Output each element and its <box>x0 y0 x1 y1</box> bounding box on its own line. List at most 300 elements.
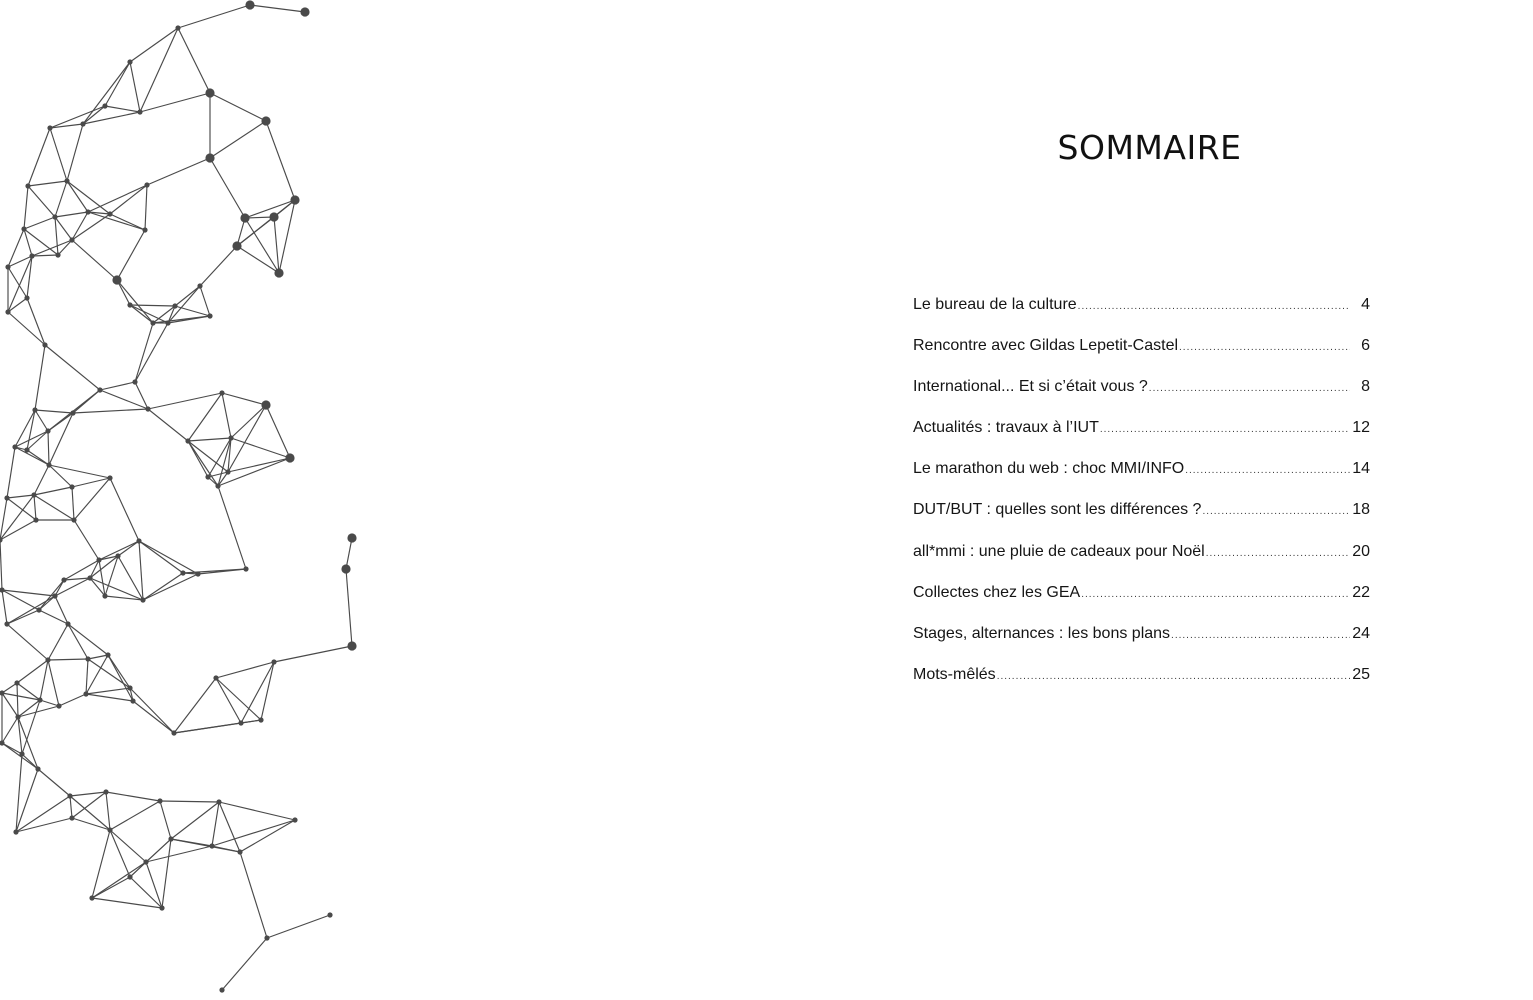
mesh-edge <box>7 447 15 498</box>
mesh-edge <box>0 495 34 540</box>
mesh-edge <box>110 830 130 877</box>
toc-page-number: 12 <box>1352 419 1370 437</box>
mesh-node <box>195 571 200 576</box>
mesh-edge <box>171 802 219 839</box>
mesh-node <box>237 849 242 854</box>
mesh-edge <box>35 345 45 410</box>
dot-leader <box>1081 589 1350 600</box>
toc-page-number: 6 <box>1361 337 1370 355</box>
mesh-node <box>150 320 155 325</box>
dot-leader <box>1149 383 1350 394</box>
mesh-node <box>107 211 112 216</box>
mesh-edge <box>55 212 88 217</box>
toc-entry-title: Actualités : travaux à l’IUT <box>913 419 1099 437</box>
mesh-node <box>341 564 350 573</box>
toc-entry[interactable] <box>913 378 1370 419</box>
mesh-node <box>327 912 332 917</box>
mesh-edge <box>240 852 267 938</box>
mesh-edge <box>28 181 67 186</box>
mesh-edge <box>200 246 237 286</box>
mesh-edge <box>40 700 59 706</box>
mesh-edge <box>72 478 110 487</box>
mesh-edge <box>145 185 147 230</box>
mesh-node <box>107 475 112 480</box>
mesh-edge <box>147 158 210 185</box>
mesh-node <box>127 874 132 879</box>
mesh-edge <box>148 393 222 409</box>
mesh-edge <box>222 938 267 990</box>
mesh-node <box>215 483 220 488</box>
mesh-edge <box>86 688 130 694</box>
mesh-edge <box>34 487 72 495</box>
mesh-edge <box>49 465 110 478</box>
mesh-edge <box>110 830 146 862</box>
mesh-edge <box>39 596 55 610</box>
mesh-edge <box>86 659 88 694</box>
mesh-edge <box>18 706 59 717</box>
mesh-edge <box>38 769 70 796</box>
mesh-edge <box>70 796 72 818</box>
mesh-edge <box>237 246 279 273</box>
toc-page-number: 20 <box>1352 542 1370 560</box>
mesh-node <box>290 195 299 204</box>
dot-leader <box>1206 548 1350 559</box>
mesh-node <box>285 453 294 462</box>
mesh-node <box>137 109 142 114</box>
mesh-node <box>47 125 52 130</box>
mesh-node <box>112 275 121 284</box>
mesh-edge <box>24 186 28 229</box>
mesh-edge <box>140 93 210 112</box>
mesh-edge <box>135 323 168 382</box>
mesh-node <box>144 182 149 187</box>
mesh-node <box>271 659 276 664</box>
mesh-edge <box>200 286 210 316</box>
mesh-node <box>29 253 34 258</box>
mesh-edge <box>231 405 266 438</box>
mesh-edge <box>240 820 295 852</box>
mesh-edge <box>222 393 266 405</box>
mesh-edge <box>210 121 266 158</box>
mesh-edge <box>0 498 7 540</box>
mesh-node <box>261 116 270 125</box>
mesh-edge <box>74 520 99 560</box>
mesh-node <box>102 103 107 108</box>
mesh-node <box>69 815 74 820</box>
toc-entry[interactable] <box>913 460 1370 501</box>
dot-leader <box>1078 301 1350 312</box>
mesh-edge <box>2 693 18 717</box>
mesh-edge <box>55 596 68 624</box>
mesh-edge <box>68 624 108 655</box>
mesh-edge <box>67 181 110 214</box>
mesh-node <box>24 295 29 300</box>
mesh-node <box>180 570 185 575</box>
mesh-edge <box>100 382 135 390</box>
toc-entry-title: Collectes chez les GEA <box>913 583 1081 601</box>
mesh-node <box>185 438 190 443</box>
mesh-node <box>70 410 75 415</box>
mesh-node <box>85 656 90 661</box>
mesh-edge <box>17 660 48 683</box>
mesh-edge <box>35 410 73 413</box>
mesh-edge <box>2 590 55 596</box>
dot-leader <box>1202 506 1350 517</box>
mesh-edge <box>219 802 295 820</box>
mesh-node <box>12 444 17 449</box>
mesh-edge <box>231 438 290 458</box>
mesh-edge <box>146 846 212 862</box>
mesh-edge <box>105 106 140 112</box>
mesh-node <box>238 720 243 725</box>
mesh-node <box>165 320 170 325</box>
mesh-edge <box>24 229 58 255</box>
mesh-edge <box>15 410 35 447</box>
mesh-edge <box>34 495 36 520</box>
mesh-edge <box>35 410 48 431</box>
dot-leader <box>1171 630 1350 641</box>
dot-leader <box>1100 424 1350 435</box>
mesh-edge <box>68 624 88 659</box>
mesh-edge <box>83 112 140 124</box>
mesh-edge <box>175 286 200 306</box>
mesh-edge <box>88 212 145 230</box>
toc-entry[interactable] <box>913 419 1370 460</box>
mesh-edge <box>8 312 45 345</box>
mesh-node <box>96 557 101 562</box>
mesh-node <box>37 697 42 702</box>
mesh-edge <box>16 754 22 832</box>
mesh-node <box>209 843 214 848</box>
mesh-node <box>42 342 47 347</box>
mesh-node <box>115 553 120 558</box>
mesh-node <box>107 827 112 832</box>
mesh-edge <box>188 438 231 441</box>
toc-page-number: 18 <box>1352 501 1370 519</box>
mesh-edge <box>188 441 218 486</box>
mesh-edge <box>139 541 143 600</box>
toc-entry[interactable] <box>913 501 1370 542</box>
mesh-node <box>347 533 356 542</box>
toc-entry-title: Le marathon du web : choc MMI/INFO <box>913 460 1185 478</box>
mesh-node <box>21 226 26 231</box>
mesh-node <box>32 407 37 412</box>
toc-page-number: 25 <box>1352 665 1370 683</box>
mesh-node <box>33 517 38 522</box>
mesh-edge <box>188 393 222 441</box>
mesh-edge <box>216 662 274 678</box>
mesh-node <box>127 302 132 307</box>
mesh-edge <box>48 431 49 465</box>
mesh-node <box>168 836 173 841</box>
mesh-node <box>69 237 74 242</box>
toc-entry[interactable] <box>913 666 1370 707</box>
mesh-edge <box>261 662 274 720</box>
mesh-edge <box>74 478 110 520</box>
mesh-edge <box>34 465 49 495</box>
toc-entry[interactable] <box>913 337 1370 378</box>
mesh-edge <box>175 306 210 316</box>
toc-page-number: 8 <box>1361 378 1370 396</box>
mesh-edge <box>133 701 174 733</box>
mesh-node <box>127 685 132 690</box>
mesh-edge <box>210 158 245 218</box>
mesh-edge <box>24 217 55 229</box>
mesh-edge <box>274 217 279 273</box>
mesh-edge <box>86 694 133 701</box>
mesh-node <box>140 597 145 602</box>
toc-entry[interactable] <box>913 543 1370 584</box>
mesh-node <box>219 987 224 992</box>
mesh-edge <box>16 796 70 832</box>
mesh-node <box>143 859 148 864</box>
mesh-node <box>69 484 74 489</box>
mesh-node <box>13 829 18 834</box>
right-page <box>766 0 1533 1000</box>
mesh-node <box>103 789 108 794</box>
mesh-node <box>207 313 212 318</box>
mesh-edge <box>219 802 240 852</box>
mesh-node <box>105 652 110 657</box>
mesh-edge <box>274 646 352 662</box>
mesh-node <box>25 183 30 188</box>
mesh-node <box>65 621 70 626</box>
mesh-node <box>85 209 90 214</box>
mesh-node <box>292 817 297 822</box>
mesh-node <box>0 587 5 592</box>
mesh-edge <box>135 323 153 382</box>
mesh-node <box>52 214 57 219</box>
mesh-edge <box>7 596 55 624</box>
mesh-node <box>232 241 241 250</box>
mesh-edge <box>24 229 32 256</box>
mesh-edge <box>174 678 216 733</box>
mesh-node <box>142 227 147 232</box>
mesh-edge <box>92 898 162 908</box>
mesh-edge <box>266 121 295 200</box>
mesh-node <box>216 799 221 804</box>
mesh-node <box>127 59 132 64</box>
page-title: SOMMAIRE <box>1057 128 1242 167</box>
mesh-node <box>261 400 270 409</box>
toc-entry-title: Le bureau de la culture <box>913 296 1077 313</box>
mesh-node <box>243 566 248 571</box>
mesh-node <box>46 462 51 467</box>
mesh-edge <box>40 660 48 700</box>
mesh-node <box>205 153 214 162</box>
toc-page-number: 22 <box>1352 583 1370 601</box>
mesh-edge <box>59 694 86 706</box>
mesh-edge <box>106 792 110 830</box>
mesh-node <box>228 435 233 440</box>
mesh-node <box>14 680 19 685</box>
mesh-edge <box>7 624 48 660</box>
mesh-edge <box>49 465 72 487</box>
mesh-node <box>159 905 164 910</box>
mesh-edge <box>174 723 241 733</box>
mesh-node <box>15 714 20 719</box>
mesh-edge <box>266 405 290 458</box>
mesh-edge <box>2 683 17 693</box>
mesh-node <box>5 264 10 269</box>
mesh-edge <box>160 801 219 802</box>
mesh-edge <box>130 688 174 733</box>
network-mesh-illustration <box>0 0 380 1000</box>
mesh-edge <box>346 569 352 646</box>
mesh-edge <box>88 655 108 659</box>
mesh-node <box>225 469 230 474</box>
mesh-node <box>145 406 150 411</box>
mesh-node <box>97 387 102 392</box>
mesh-edge <box>39 610 68 624</box>
mesh-edge <box>48 660 59 706</box>
mesh-edge <box>55 181 67 217</box>
mesh-node <box>45 428 50 433</box>
mesh-node <box>258 717 263 722</box>
toc-entry[interactable] <box>913 296 1370 337</box>
mesh-edge <box>117 230 145 280</box>
dot-leader <box>1179 342 1350 353</box>
mesh-edge <box>218 486 246 569</box>
mesh-edge <box>2 717 18 743</box>
mesh-node <box>102 593 107 598</box>
mesh-node <box>87 575 92 580</box>
mesh-edge <box>34 495 74 520</box>
mesh-node <box>264 935 269 940</box>
mesh-edge <box>0 540 2 590</box>
mesh-node <box>19 751 24 756</box>
toc-entry-title: DUT/BUT : quelles sont les différences ? <box>913 501 1202 519</box>
mesh-node <box>172 303 177 308</box>
mesh-edge <box>143 574 198 600</box>
mesh-node <box>56 703 61 708</box>
mesh-node <box>52 593 57 598</box>
mesh-edge <box>105 556 118 596</box>
mesh-edge <box>16 769 38 832</box>
mesh-edge <box>16 818 72 832</box>
mesh-edge <box>130 62 140 112</box>
mesh-edge <box>55 217 72 240</box>
mesh-node <box>132 379 137 384</box>
mesh-edge <box>83 62 130 124</box>
mesh-edge <box>178 5 250 28</box>
mesh-edge <box>72 487 74 520</box>
toc-entry-title: International... Et si c’était vous ? <box>913 378 1148 396</box>
mesh-node <box>35 766 40 771</box>
mesh-edge <box>45 345 100 390</box>
mesh-node <box>219 390 224 395</box>
mesh-edge <box>160 801 171 839</box>
mesh-edge <box>162 839 171 908</box>
toc-page-number: 14 <box>1352 460 1370 478</box>
dot-leader <box>997 671 1350 682</box>
mesh-edge <box>7 498 36 520</box>
mesh-edge <box>212 802 219 846</box>
toc-entry[interactable] <box>913 584 1370 625</box>
mesh-edge <box>70 792 106 796</box>
mesh-node <box>55 252 60 257</box>
mesh-edge <box>178 28 210 93</box>
mesh-edge <box>27 298 45 345</box>
mesh-node <box>31 492 36 497</box>
mesh-edge <box>32 255 58 256</box>
mesh-node <box>83 691 88 696</box>
mesh-edge <box>143 573 183 600</box>
mesh-edge <box>55 217 58 255</box>
mesh-node <box>36 607 41 612</box>
mesh-node <box>5 309 10 314</box>
mesh-node <box>89 895 94 900</box>
mesh-edge <box>148 409 188 441</box>
mesh-edge <box>267 915 330 938</box>
mesh-edge <box>140 28 178 112</box>
mesh-edge <box>105 62 130 106</box>
mesh-node <box>157 798 162 803</box>
mesh-node <box>61 577 66 582</box>
mesh-edge <box>8 267 27 298</box>
mesh-edge <box>110 801 160 830</box>
mesh-edge <box>118 556 143 600</box>
toc-entry-title: all*mmi : une pluie de cadeaux pour Noël <box>913 542 1205 560</box>
table-of-contents <box>913 296 1370 707</box>
mesh-node <box>269 212 278 221</box>
mesh-node <box>245 0 254 9</box>
mesh-edge <box>15 447 49 465</box>
toc-entry[interactable] <box>913 625 1370 666</box>
mesh-node <box>171 730 176 735</box>
mesh-edge <box>118 541 139 556</box>
mesh-edge <box>2 590 7 624</box>
mesh-edge <box>222 393 231 438</box>
mesh-edge <box>216 678 241 723</box>
mesh-edge <box>72 240 117 280</box>
mesh-edge <box>212 820 295 846</box>
mesh-edge <box>250 5 305 12</box>
toc-entry-title: Stages, alternances : les bons plans <box>913 624 1171 642</box>
mesh-edge <box>67 124 83 181</box>
mesh-node <box>67 793 72 798</box>
mesh-node <box>4 495 9 500</box>
mesh-node <box>45 657 50 662</box>
mesh-edge <box>72 212 88 240</box>
mesh-edge <box>72 214 110 240</box>
mesh-node <box>205 88 214 97</box>
mesh-edge <box>117 280 153 323</box>
mesh-node <box>175 25 180 30</box>
mesh-edge <box>110 478 139 541</box>
mesh-node <box>64 178 69 183</box>
mesh-edge <box>72 818 110 830</box>
mesh-edge <box>72 792 106 818</box>
mesh-edge <box>188 441 228 472</box>
mesh-edge <box>130 305 175 306</box>
mesh-node <box>71 517 76 522</box>
mesh-edge <box>48 659 88 660</box>
mesh-node <box>24 447 29 452</box>
mesh-node <box>240 213 249 222</box>
mesh-edge <box>0 520 36 540</box>
mesh-edge <box>70 796 110 830</box>
mesh-edge <box>210 93 266 121</box>
mesh-edge <box>346 538 352 569</box>
mesh-edge <box>146 862 162 908</box>
mesh-node <box>347 641 356 650</box>
mesh-node <box>213 675 218 680</box>
mesh-edge <box>28 128 50 186</box>
mesh-edge <box>241 662 274 723</box>
mesh-edge <box>22 700 40 754</box>
mesh-edge <box>108 655 133 701</box>
